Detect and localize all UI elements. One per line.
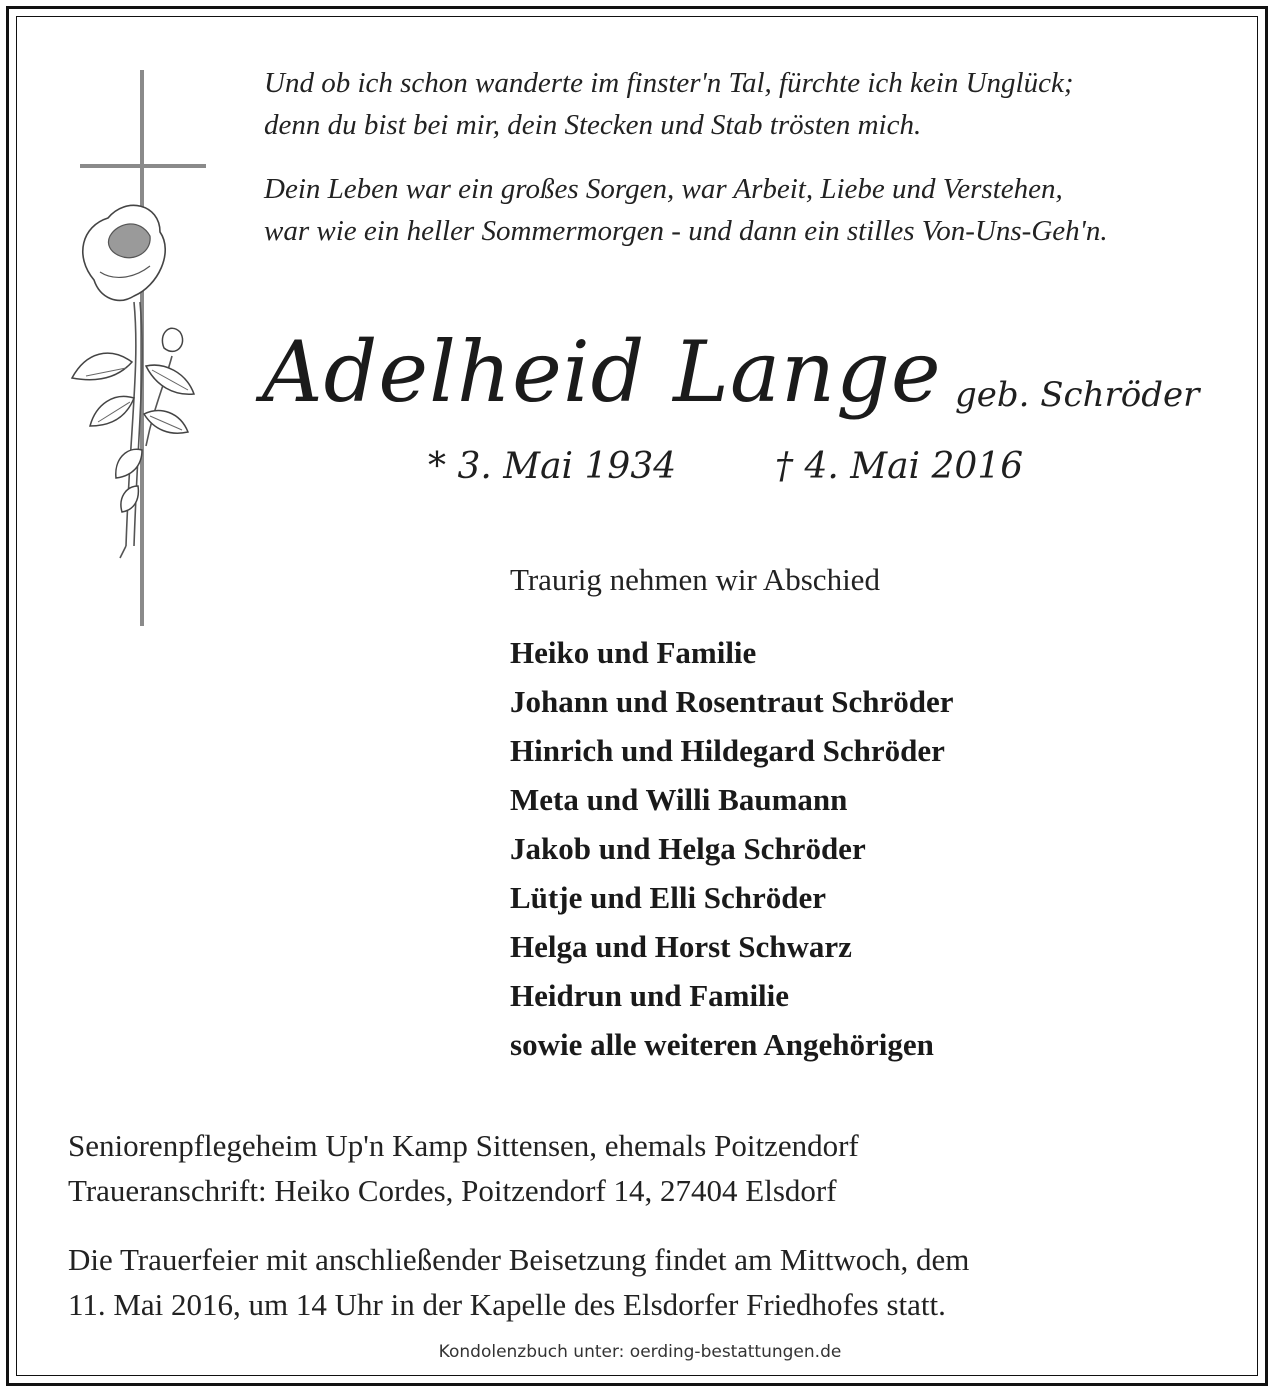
info-line: Seniorenpflegeheim Up'n Kamp Sittensen, ehemals Poitzendorf [68,1128,859,1163]
maiden-name: geb. Schröder [955,375,1200,415]
address-block [68,1123,859,1213]
funeral-details [68,1237,969,1327]
verse-line: war wie ein heller Sommermorgen - und dann ein stilles Von-Uns-Geh'n. [264,215,1108,247]
mourner-item: Johann und Rosentraut Schröder [510,684,954,719]
mourner-item: Heidrun und Familie [510,978,790,1013]
cross-with-rose-icon [60,66,230,636]
deceased-name: Adelheid Lange [262,323,942,421]
mourner-item: Hinrich und Hildegard Schröder [510,733,945,768]
mourners-list [510,628,954,1069]
farewell-text: Traurig nehmen wir Abschied [510,562,880,597]
info-line: Die Trauerfeier mit anschließender Beisetzung findet am Mittwoch, dem [68,1242,970,1277]
birth-date: * 3. Mai 1934 [428,446,677,487]
mourner-item: Heiko und Familie [510,635,757,670]
mourner-item: sowie alle weiteren Angehörigen [510,1027,934,1062]
info-line: Traueranschrift: Heiko Cordes, Poitzendorf 14, 27404 Elsdorf [68,1173,837,1208]
condolence-footer: Kondolenzbuch unter: oerding-bestattungen.de [438,1342,842,1362]
mourner-item: Meta und Willi Baumann [510,782,848,817]
poem-verse [264,168,1108,252]
mourner-item: Helga und Horst Schwarz [510,929,852,964]
mourner-item: Lütje und Elli Schröder [510,880,827,915]
verse-line: Und ob ich schon wanderte im finster'n Tal, fürchte ich kein Unglück; [264,67,1074,99]
info-line: 11. Mai 2016, um 14 Uhr in der Kapelle des Elsdorfer Friedhofes statt. [68,1287,946,1322]
psalm-verse [264,62,1074,146]
verse-line: denn du bist bei mir, dein Stecken und Stab trösten mich. [264,109,922,141]
verse-line: Dein Leben war ein großes Sorgen, war Arbeit, Liebe und Verstehen, [264,173,1063,205]
mourner-item: Jakob und Helga Schröder [510,831,866,866]
death-date: † 4. Mai 2016 [775,446,1024,487]
